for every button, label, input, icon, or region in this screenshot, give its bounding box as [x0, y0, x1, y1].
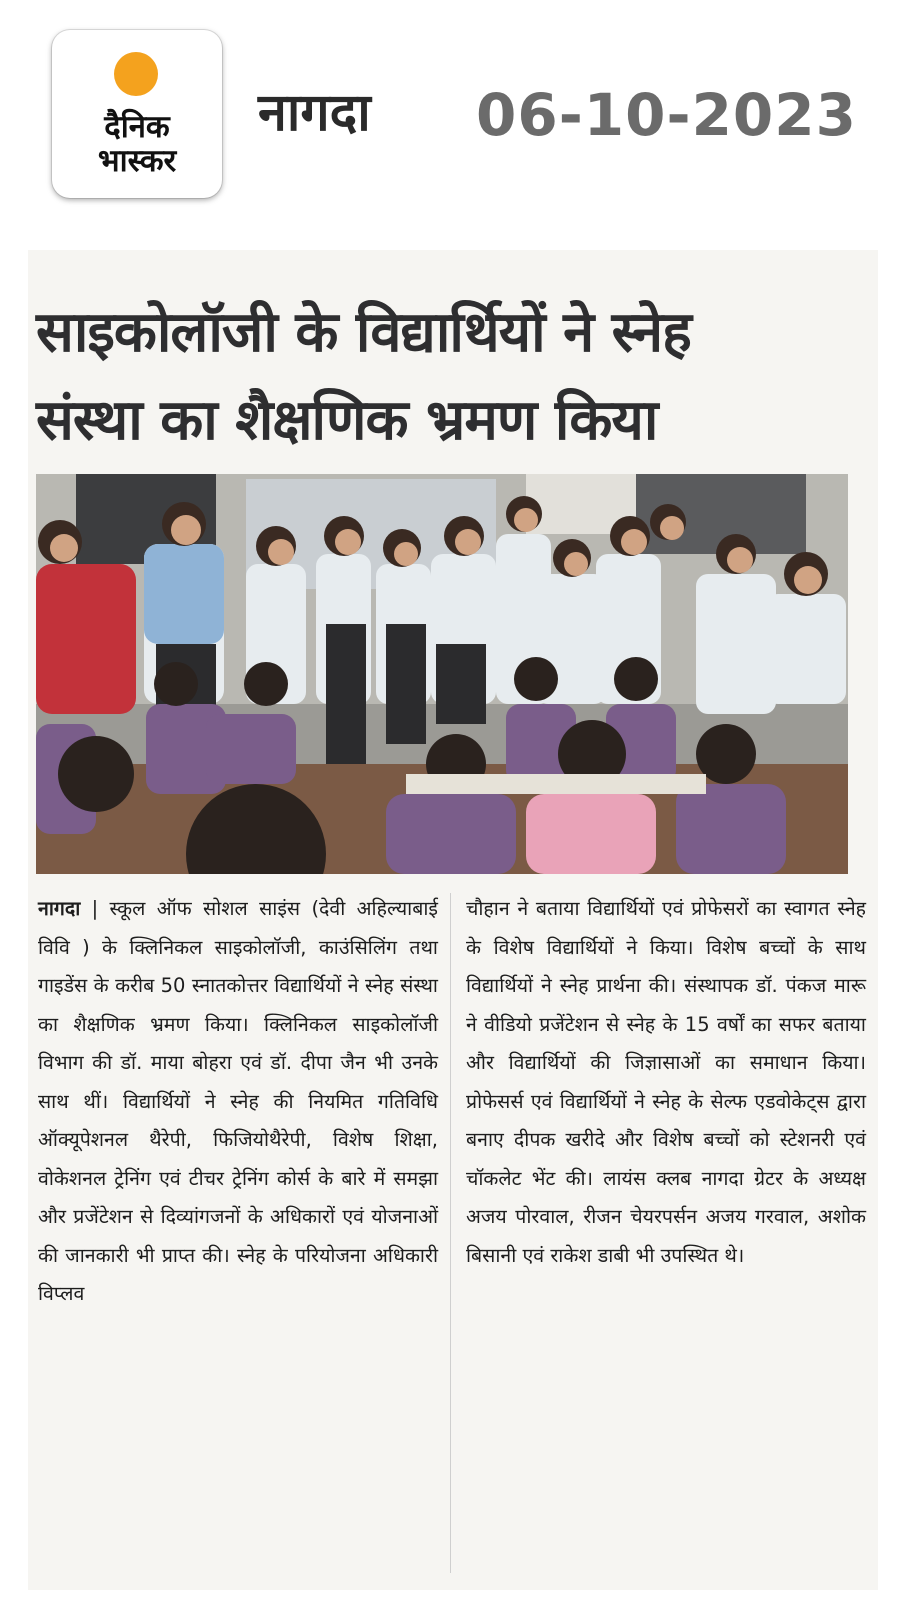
headline-line-1: साइकोलॉजी के विद्यार्थियों ने स्नेह: [36, 299, 691, 365]
column-divider: [450, 893, 451, 1573]
article-column-2-text: चौहान ने बताया विद्यार्थियों एवं प्रोफेसरों का स्वागत स्नेह के विशेष विद्यार्थियों ने किया। विशेष बच्चों के साथ विद्यार्थियों ने स्नेह प्रार्थना की। संस्थापक डॉ. पंकज मारू ने वीडियो प्रजेंटेशन से स्नेह के 15 वर्षों का सफर बताया और विद्यार्थियों की जिज्ञासाओं का समाधान किया। प्रोफेसर्स एवं विद्यार्थियों ने स्नेह के सेल्फ एडवोकेट्स द्वारा बनाए दीपक खरीदे और विशेष बच्चों को स्टेशनरी एवं चॉकलेट भेंट की। लायंस क्लब नागदा ग्रेटर के अध्यक्ष अजय पोरवाल, रीजन चेयरपर्सन अजय गरवाल, अशोक बिसानी एवं राकेश डाबी भी उपस्थित थे।: [466, 897, 866, 1267]
headline-line-2: संस्था का शैक्षणिक भ्रमण किया: [36, 387, 658, 453]
newspaper-logo: [52, 30, 222, 198]
article-column-1: [38, 890, 438, 1314]
logo-text-line2: भास्कर: [97, 143, 177, 179]
edition-name: नागदा: [258, 83, 371, 143]
article-headline: [36, 288, 866, 464]
group-photo-illustration: [36, 474, 848, 874]
logo-text-line1: दैनिक: [104, 109, 170, 145]
article-photo: [36, 474, 848, 874]
article-column-2: [466, 890, 866, 1275]
article-column-1-text: | स्कूल ऑफ सोशल साइंस (देवी अहिल्याबाई विवि ) के क्लिनिकल साइकोलॉजी, काउंसिलिंग तथा गाइडेंस के करीब 50 स्नातकोत्तर विद्यार्थियों ने स्नेह संस्था का शैक्षणिक भ्रमण किया। क्लिनिकल साइकोलॉजी विभाग की डॉ. माया बोहरा एवं डॉ. दीपा जैन भी उनके साथ थीं। विद्यार्थियों ने स्नेह की नियमित गतिविधि ऑक्यूपेशनल थैरेपी, फिजियोथैरेपी, विशेष शिक्षा, वोकेशनल ट्रेनिंग एवं टीचर ट्रेनिंग कोर्स के बारे में समझा और प्रजेंटेशन से दिव्यांगजनों के अधिकारों एवं योजनाओं की जानकारी भी प्राप्त की। स्नेह के परियोजना अधिकारी विप्लव: [38, 897, 438, 1305]
article-dateline: नागदा: [38, 897, 81, 920]
edition-date: 06-10-2023: [476, 81, 857, 149]
sun-logo-icon: [114, 52, 158, 96]
